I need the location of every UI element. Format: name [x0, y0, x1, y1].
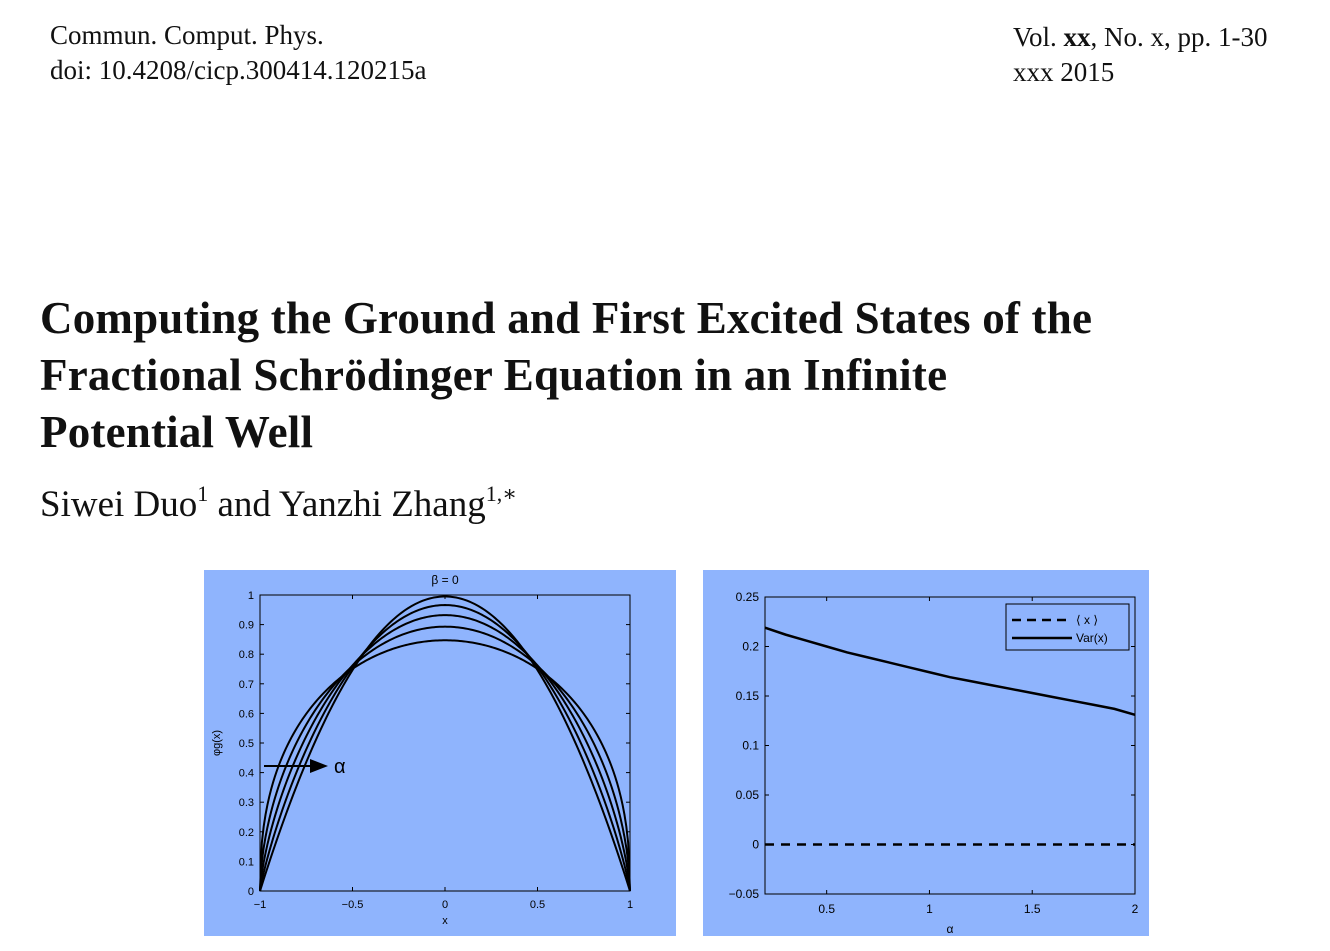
moments-plot — [703, 570, 1149, 936]
y-tick-label: 0.25 — [735, 590, 759, 604]
doi: doi: 10.4208/cicp.300414.120215a — [50, 55, 427, 85]
legend-label-mean: ⟨ x ⟩ — [1076, 613, 1099, 627]
y-tick-label: 0 — [752, 837, 759, 852]
journal-header — [50, 18, 426, 88]
x-tick-label: 2 — [1131, 902, 1139, 916]
x-tick-label: −1 — [253, 899, 267, 911]
affiliation-mark: 1,∗ — [485, 481, 518, 506]
y-tick-label: 1 — [247, 590, 254, 602]
y-tick-label: 0.15 — [735, 689, 759, 703]
x-tick-label: 1.5 — [1023, 902, 1041, 916]
y-tick-label: 0.05 — [735, 788, 759, 802]
author-name: Yanzhi Zhang — [278, 484, 486, 525]
moments-figure — [703, 570, 1149, 936]
x-axis-label: α — [946, 922, 954, 936]
journal-name: Commun. Comput. Phys. — [50, 20, 324, 50]
volume-prefix: Vol. — [1013, 22, 1064, 52]
affiliation-mark: 1 — [197, 481, 209, 506]
y-axis-label: φg(x) — [211, 729, 223, 757]
y-tick-label: 0.5 — [238, 738, 254, 750]
y-tick-label: 0.1 — [742, 738, 759, 753]
ground-state-plot — [204, 570, 676, 936]
x-tick-label: 1 — [626, 899, 634, 911]
x-tick-label: 1 — [926, 902, 933, 916]
author-connector: and — [208, 484, 279, 525]
x-tick-label: −0.5 — [341, 899, 364, 911]
alpha-annotation: α — [334, 756, 346, 778]
legend-label-variance: Var(x) — [1076, 631, 1108, 645]
volume-number: xx — [1063, 22, 1091, 52]
y-tick-label: 0.4 — [238, 767, 254, 780]
ground-state-figure — [204, 570, 676, 936]
x-axis-label: x — [442, 915, 448, 927]
x-tick-label: 0 — [441, 899, 449, 911]
y-tick-label: 0.1 — [238, 856, 254, 869]
legend — [1006, 604, 1129, 650]
y-tick-label: 0.9 — [238, 619, 254, 632]
x-tick-label: 0.5 — [529, 899, 546, 911]
author-list — [40, 481, 517, 529]
chart-title: β = 0 — [431, 573, 459, 587]
y-tick-label: 0.3 — [238, 797, 254, 810]
paper-title: Computing the Ground and First Excited States of the Fractional Schrödinger Equation in an Infinite Potential Well — [40, 293, 1093, 457]
y-tick-label: 0.6 — [238, 708, 254, 721]
y-tick-label: 0.8 — [238, 649, 254, 662]
author-name: Siwei Duo — [40, 484, 198, 525]
y-tick-label: 0.2 — [742, 639, 759, 654]
volume-suffix: , No. x, pp. 1-30 — [1090, 22, 1268, 52]
volume-header — [1013, 20, 1268, 90]
y-tick-label: 0.7 — [238, 678, 254, 691]
volume-line — [1013, 20, 1268, 55]
y-tick-label: 0 — [247, 886, 254, 898]
issue-date: xxx 2015 — [1013, 57, 1115, 87]
legend-box — [1006, 604, 1129, 650]
x-tick-label: 0.5 — [818, 902, 836, 916]
y-tick-label: −0.05 — [728, 887, 759, 901]
y-tick-label: 0.2 — [238, 826, 254, 839]
